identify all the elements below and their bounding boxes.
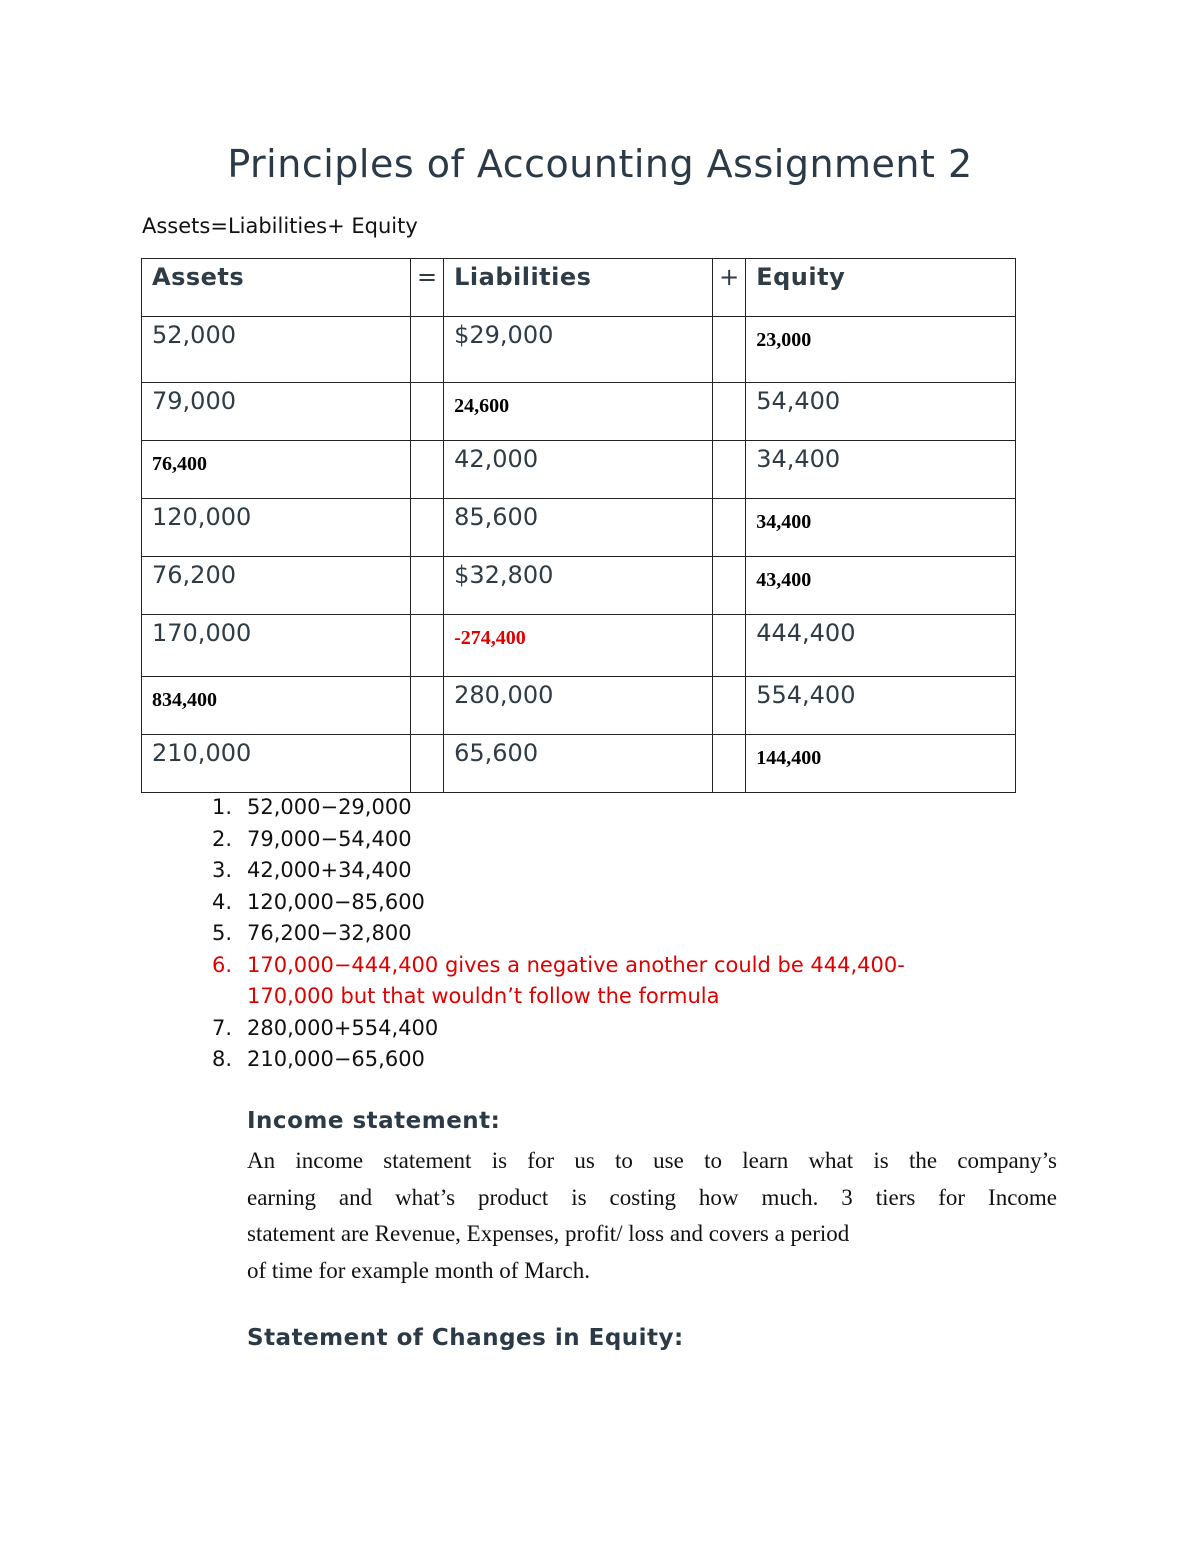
liabilities-cell: $32,800 bbox=[444, 557, 713, 615]
equity-cell: 23,000 bbox=[746, 317, 1016, 383]
table-row bbox=[142, 677, 1016, 735]
list-item: 5. 76,200−32,800 bbox=[212, 921, 412, 945]
equity-cell: 54,400 bbox=[746, 383, 1016, 441]
assets-cell: 52,000 bbox=[142, 317, 411, 383]
liabilities-cell: -274,400 bbox=[444, 615, 713, 677]
assets-cell: 834,400 bbox=[142, 677, 411, 735]
equity-cell: 554,400 bbox=[746, 677, 1016, 735]
header-assets: Assets bbox=[142, 259, 411, 317]
header-equals: = bbox=[411, 259, 444, 317]
header-liabilities: Liabilities bbox=[444, 259, 713, 317]
list-item: 1. 52,000−29,000 bbox=[212, 795, 412, 819]
income-statement-paragraph: An income statement is for us to use to learn what is the company’s earning and what’s product is costing how much. 3 tiers for Income statement are Revenue, Expenses, profit/ loss and covers a period of time for example month of March. bbox=[247, 1148, 1057, 1283]
table-row bbox=[142, 557, 1016, 615]
liabilities-cell: 65,600 bbox=[444, 735, 713, 793]
assets-cell: 170,000 bbox=[142, 615, 411, 677]
table-row bbox=[142, 317, 1016, 383]
accounting-table bbox=[141, 258, 1016, 793]
liabilities-cell: $29,000 bbox=[444, 317, 713, 383]
header-plus: + bbox=[713, 259, 746, 317]
equity-cell: 34,400 bbox=[746, 441, 1016, 499]
equity-cell: 144,400 bbox=[746, 735, 1016, 793]
assets-cell: 76,400 bbox=[142, 441, 411, 499]
equity-statement-heading: Statement of Changes in Equity: bbox=[247, 1325, 684, 1351]
liabilities-cell: 24,600 bbox=[444, 383, 713, 441]
calculation-steps bbox=[212, 792, 987, 1076]
equity-cell: 444,400 bbox=[746, 615, 1016, 677]
list-item: 8. 210,000−65,600 bbox=[212, 1047, 425, 1071]
table-row bbox=[142, 499, 1016, 557]
list-item: 2. 79,000−54,400 bbox=[212, 826, 412, 851]
list-item: 6. 170,000−444,400 gives a negative another could be 444,400-170,000 but that wouldn’t follow the formula bbox=[212, 952, 905, 1008]
liabilities-cell: 85,600 bbox=[444, 499, 713, 557]
table-row bbox=[142, 615, 1016, 677]
assets-cell: 120,000 bbox=[142, 499, 411, 557]
list-item: 7. 280,000+554,400 bbox=[212, 1015, 439, 1040]
list-item: 4. 120,000−85,600 bbox=[212, 889, 425, 914]
list-item: 3. 42,000+34,400 bbox=[212, 858, 412, 882]
equity-cell: 34,400 bbox=[746, 499, 1016, 557]
table-row bbox=[142, 441, 1016, 499]
income-statement-heading: Income statement: bbox=[247, 1108, 501, 1134]
liabilities-cell: 42,000 bbox=[444, 441, 713, 499]
header-equity: Equity bbox=[746, 259, 1016, 317]
assets-cell: 79,000 bbox=[142, 383, 411, 441]
liabilities-cell: 280,000 bbox=[444, 677, 713, 735]
table-row bbox=[142, 735, 1016, 793]
assets-cell: 76,200 bbox=[142, 557, 411, 615]
page-title: Principles of Accounting Assignment 2 bbox=[227, 142, 973, 186]
accounting-equation: Assets=Liabilities+ Equity bbox=[142, 214, 418, 238]
equity-cell: 43,400 bbox=[746, 557, 1016, 615]
table-row bbox=[142, 383, 1016, 441]
assets-cell: 210,000 bbox=[142, 735, 411, 793]
